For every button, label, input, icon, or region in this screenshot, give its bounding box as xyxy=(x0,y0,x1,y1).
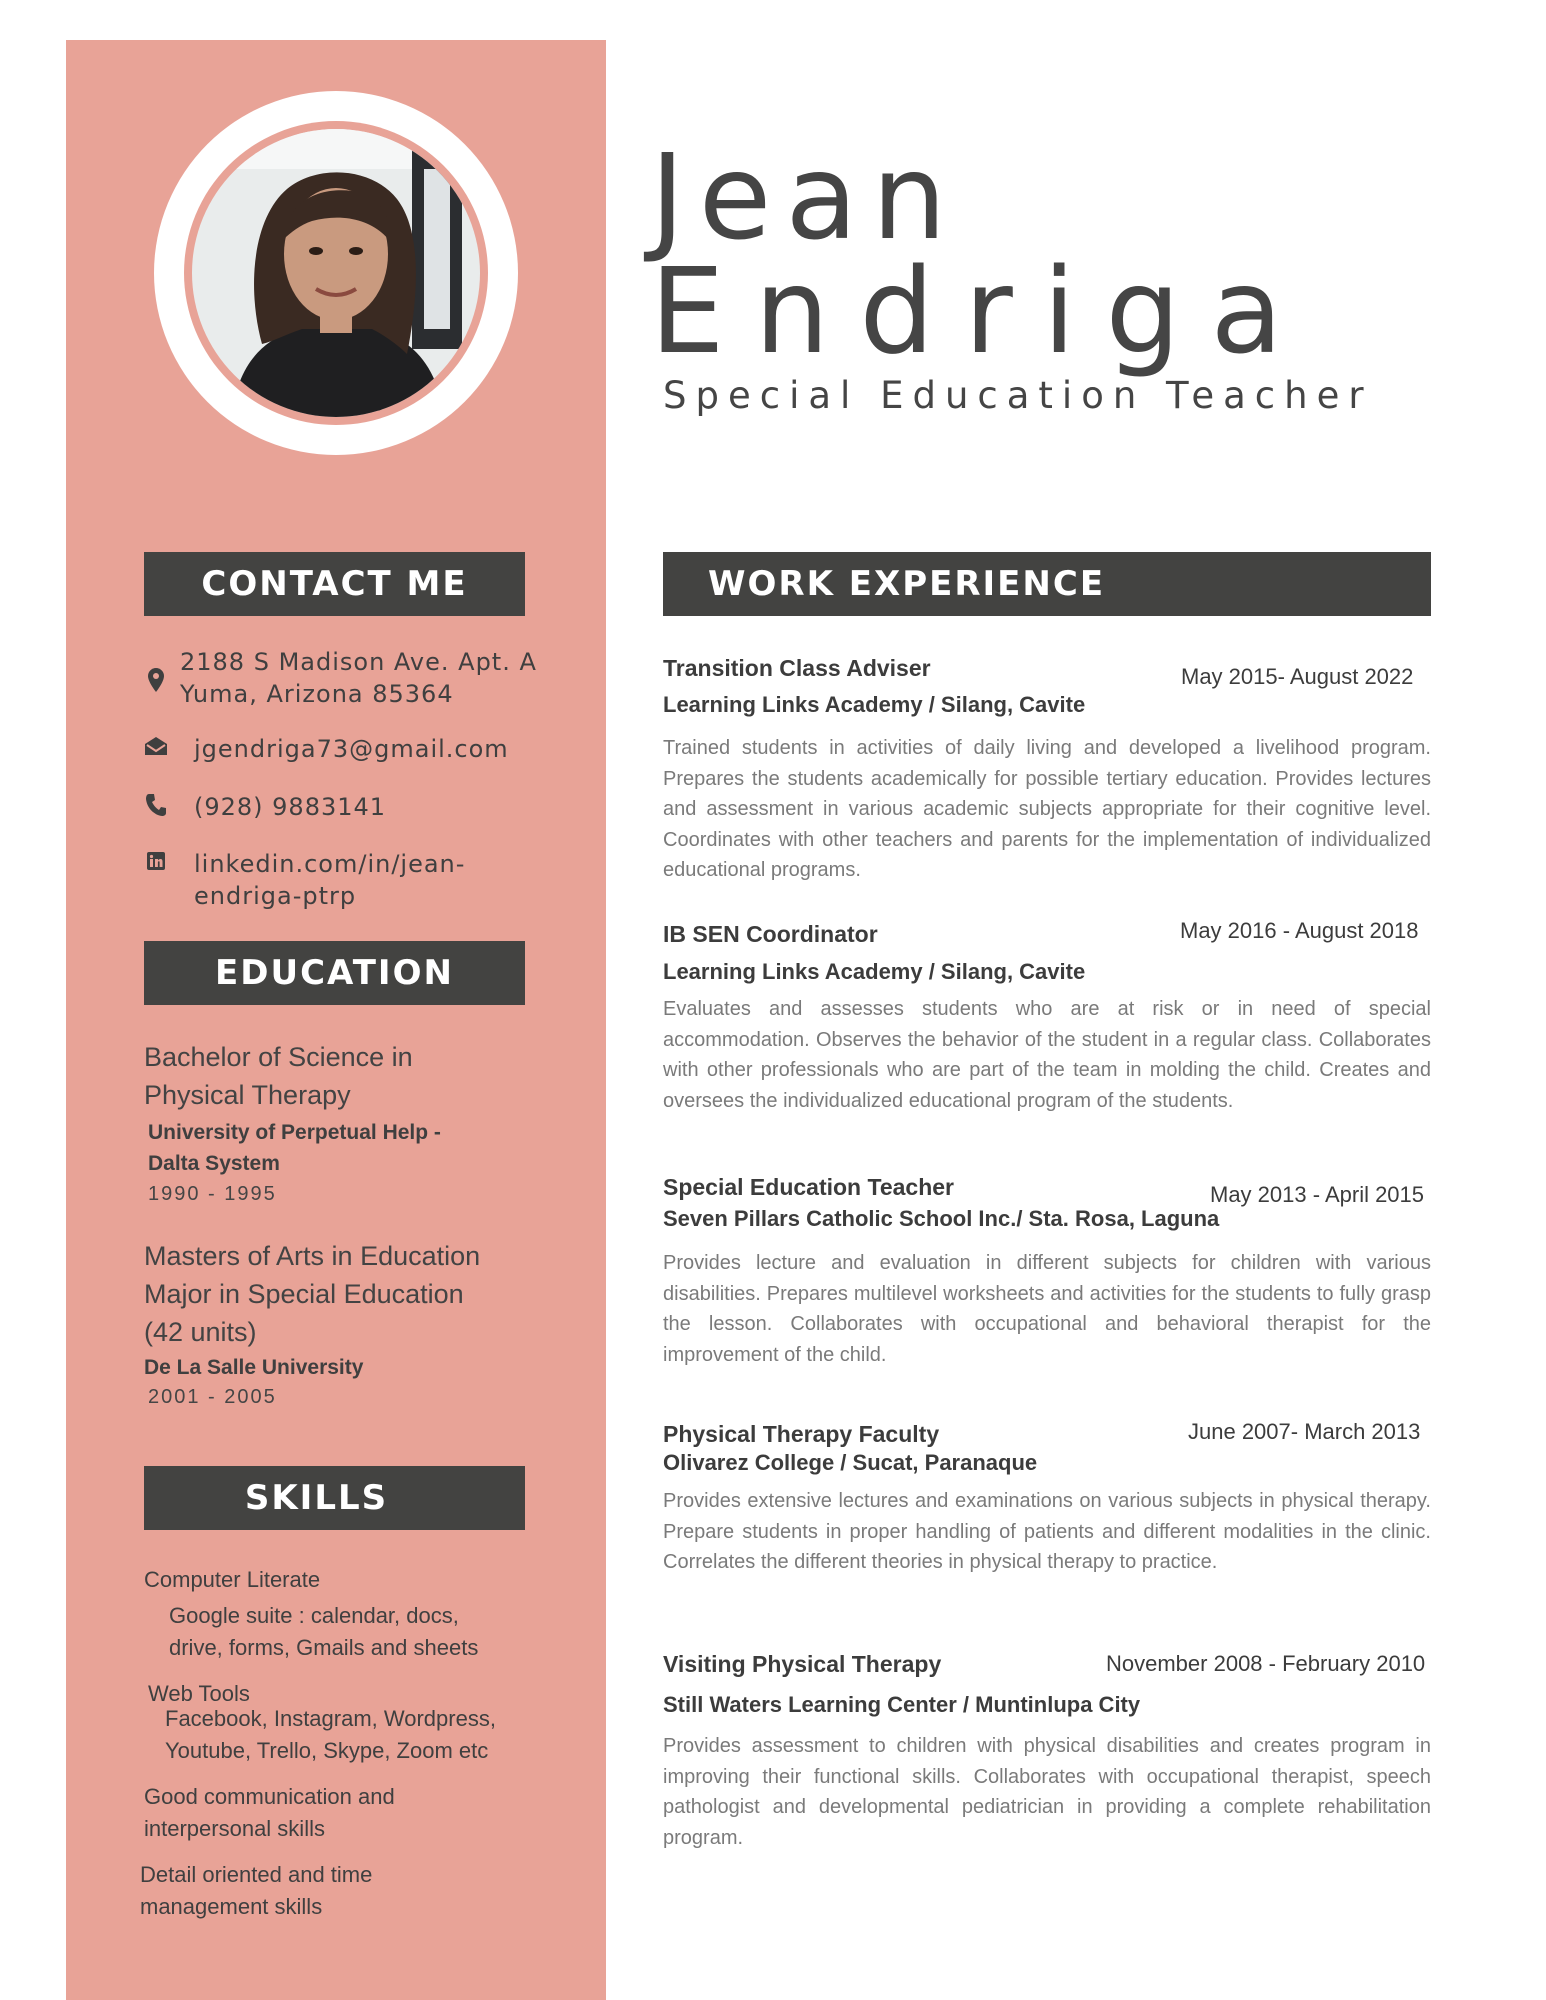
education-degree: Bachelor of Science in Physical Therapy xyxy=(144,1042,413,1110)
contact-phone: (928) 9883141 xyxy=(194,793,387,821)
job-description: Trained students in activities of daily living and developed a livelihood program. Prepares the students academically for possible tertiary education. Provides lectures and assessment in various academic subjects appropriate for their cognitive level. Coordinates with other teachers and parents for the implementation of individualized educational programs. xyxy=(663,737,1431,881)
section-header-skills: SKILLS xyxy=(144,1466,525,1530)
skill-item: Google suite : calendar, docs, drive, forms, Gmails and sheets xyxy=(169,1603,479,1660)
education-school: De La Salle University xyxy=(144,1356,364,1379)
education-years: 1990 - 1995 xyxy=(148,1183,277,1205)
skill-item: Good communication and interpersonal skills xyxy=(144,1784,395,1841)
phone-icon xyxy=(144,794,168,816)
last-name: Endriga xyxy=(650,242,1313,380)
profile-photo xyxy=(192,129,480,417)
job-description: Provides assessment to children with physical disabilities and creates program in improving their functional skills. Collaborates with occupational therapist, speech pathologist and developmental pediatrician in providing a complete rehabilitation program. xyxy=(663,1735,1431,1849)
job-role: IB SEN Coordinator xyxy=(663,921,878,947)
job-description: Provides extensive lectures and examinations on various subjects in physical therapy. Prepare students in proper handling of patients and different modalities in the clinic. Correlates the different theories in physical therapy to practice. xyxy=(663,1490,1431,1573)
job-dates: May 2016 - August 2018 xyxy=(1180,918,1419,943)
job-title: Special Education Teacher xyxy=(663,374,1373,417)
job-description: Provides lecture and evaluation in different subjects for children with various disabilities. Prepares multilevel worksheets and activities for the students to fully grasp the lesson. Collaborates with occupational and behavioral therapist for the improvement of the child. xyxy=(663,1252,1431,1366)
contact-phone-row xyxy=(144,791,386,823)
envelope-icon xyxy=(144,737,168,755)
contact-address-row xyxy=(144,646,537,710)
map-pin-icon xyxy=(144,668,168,692)
skill-item: Computer Literate xyxy=(144,1567,321,1592)
job-role: Special Education Teacher xyxy=(663,1174,955,1200)
job-role: Transition Class Adviser xyxy=(663,655,931,681)
job-role: Physical Therapy Faculty xyxy=(663,1421,940,1447)
skill-item: Detail oriented and time management skills xyxy=(140,1862,373,1919)
education-degree: Masters of Arts in Education Major in Special Education (42 units) xyxy=(144,1241,481,1347)
education-school: University of Perpetual Help - Dalta System xyxy=(148,1121,441,1175)
job-organization: Still Waters Learning Center / Muntinlupa City xyxy=(663,1692,1141,1717)
contact-email-link[interactable]: jgendriga73@gmail.com xyxy=(194,735,509,763)
skill-item: Web Tools xyxy=(148,1681,250,1706)
contact-linkedin-link[interactable]: linkedin.com/in/jean- endriga-ptrp xyxy=(194,850,466,910)
job-role: Visiting Physical Therapy xyxy=(663,1651,942,1677)
job-dates: May 2013 - April 2015 xyxy=(1210,1182,1425,1207)
skill-item: Facebook, Instagram, Wordpress, Youtube, Trello, Skype, Zoom etc xyxy=(165,1706,496,1763)
linkedin-icon xyxy=(144,852,168,870)
job-organization: Learning Links Academy / Silang, Cavite xyxy=(663,692,1086,717)
job-dates: May 2015- August 2022 xyxy=(1181,664,1414,689)
job-dates: November 2008 - February 2010 xyxy=(1106,1651,1426,1676)
job-organization: Olivarez College / Sucat, Paranaque xyxy=(663,1450,1038,1475)
job-dates: June 2007- March 2013 xyxy=(1188,1419,1421,1444)
contact-email-row xyxy=(144,733,509,765)
job-organization: Learning Links Academy / Silang, Cavite xyxy=(663,959,1086,984)
education-years: 2001 - 2005 xyxy=(148,1386,277,1408)
contact-address: 2188 S Madison Ave. Apt. A Yuma, Arizona 85364 xyxy=(180,648,537,708)
first-name: Jean xyxy=(650,128,961,266)
contact-linkedin-row xyxy=(144,848,465,912)
job-organization: Seven Pillars Catholic School Inc./ Sta. Rosa, Laguna xyxy=(663,1206,1220,1231)
section-header-work: WORK EXPERIENCE xyxy=(663,552,1431,616)
section-header-education: EDUCATION xyxy=(144,941,525,1005)
section-header-contact: CONTACT ME xyxy=(144,552,525,616)
job-description: Evaluates and assesses students who are at risk or in need of special accommodation. Observes the behavior of the student in a regular class. Collaborates with other professionals who are part of the team in molding the child. Creates and oversees the individualized educational program of the students. xyxy=(663,998,1431,1112)
